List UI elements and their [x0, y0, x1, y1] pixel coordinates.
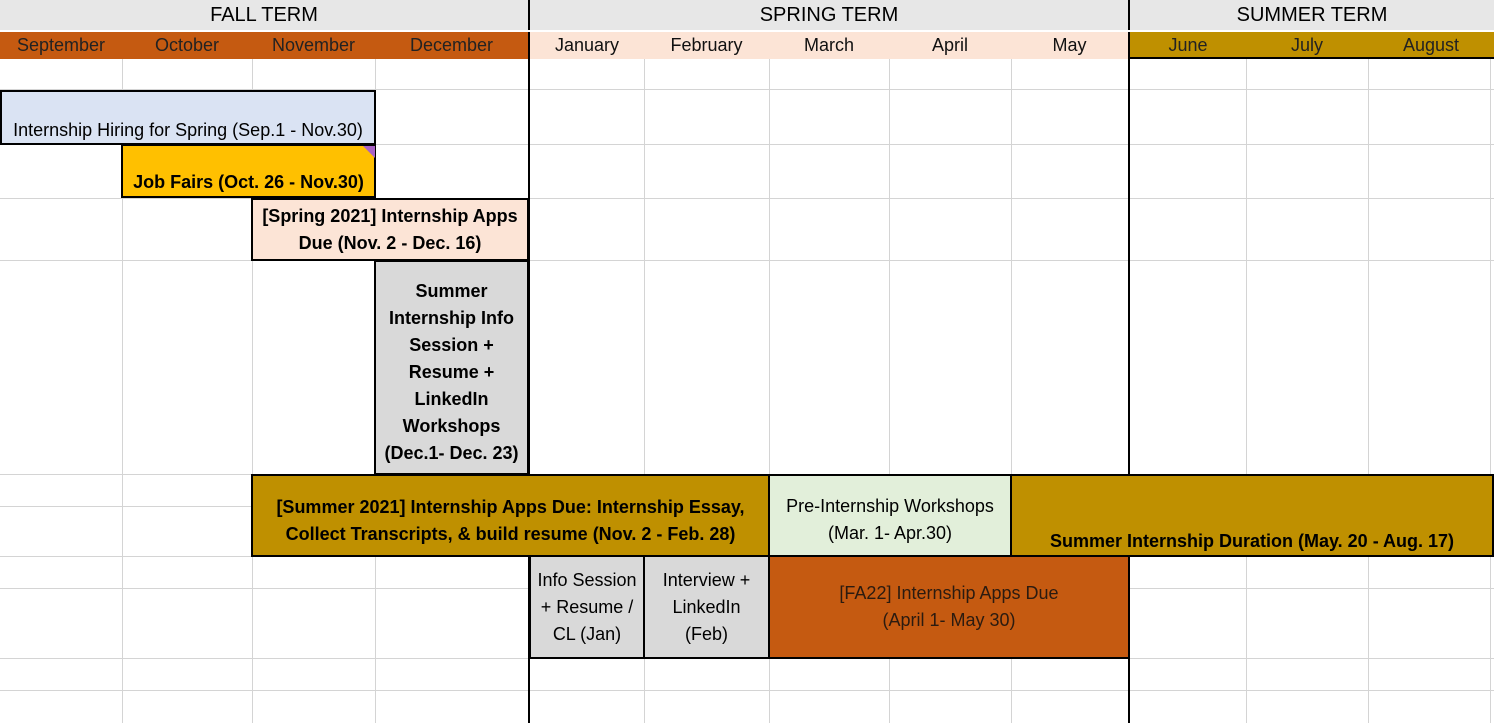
event-label-line: CL (Jan) — [552, 623, 622, 644]
spring-2021-apps-bar[interactable] — [251, 198, 529, 261]
event-label-line: Due (Nov. 2 - Dec. 16) — [298, 232, 482, 253]
event-label-line: Resume + — [408, 362, 495, 382]
summer-internship-duration-bar[interactable] — [1010, 474, 1494, 557]
summer-2021-apps-bar[interactable] — [251, 474, 770, 557]
internship-hiring-spring-bar[interactable] — [0, 90, 376, 145]
month-header-august[interactable]: August — [1368, 32, 1494, 59]
month-header-november[interactable]: November — [252, 32, 375, 59]
month-header-april[interactable]: April — [889, 32, 1011, 59]
interview-linkedin-feb-bar[interactable] — [643, 555, 770, 659]
summer-info-session-bar[interactable] — [374, 260, 529, 475]
event-label-line: LinkedIn — [672, 596, 741, 617]
event-label-line: [Summer 2021] Internship Apps Due: Internship Essay, — [276, 496, 745, 517]
event-label-line: Session + — [409, 335, 494, 355]
grid-line — [1246, 59, 1247, 723]
event-label: Summer Internship Duration (May. 20 - Aug. 17) — [1049, 531, 1455, 551]
grid-line — [1368, 59, 1369, 723]
month-header-december[interactable]: December — [375, 32, 528, 59]
month-header-october[interactable]: October — [122, 32, 252, 59]
event-label-line: Pre-Internship Workshops — [786, 495, 994, 516]
event-label: Job Fairs (Oct. 26 - Nov.30) — [133, 171, 364, 192]
fa22-apps-due-bar[interactable] — [768, 555, 1130, 659]
grid-line — [0, 198, 1494, 199]
pre-internship-workshops-bar[interactable] — [768, 474, 1012, 557]
month-header-may[interactable]: May — [1011, 32, 1128, 59]
event-label-line: Info Session — [537, 569, 637, 590]
fall-term-header[interactable]: FALL TERM — [0, 0, 528, 31]
event-label-line: (Feb) — [684, 623, 728, 644]
job-fairs-bar[interactable] — [121, 144, 376, 198]
month-header-february[interactable]: February — [644, 32, 769, 59]
month-header-january[interactable]: January — [530, 32, 644, 59]
month-header-june[interactable]: June — [1130, 32, 1246, 59]
event-label-line: (Mar. 1- Apr.30) — [827, 522, 953, 543]
month-header-july[interactable]: July — [1246, 32, 1368, 59]
event-label-line: LinkedIn — [414, 389, 489, 409]
event-label-line: [Spring 2021] Internship Apps — [262, 205, 518, 226]
event-label-line: Workshops — [402, 416, 501, 436]
event-label-line: [FA22] Internship Apps Due — [839, 583, 1059, 603]
grid-line — [0, 690, 1494, 691]
month-header-september[interactable]: September — [0, 32, 122, 59]
grid-line — [1490, 59, 1491, 723]
event-label-line: Interview + — [662, 569, 751, 590]
event-label-line: Collect Transcripts, & build resume (Nov. 2 - Feb. 28) — [285, 523, 736, 544]
comment-indicator-icon[interactable] — [363, 146, 375, 158]
event-label-line: (Dec.1- Dec. 23) — [384, 443, 519, 463]
spring-term-header[interactable]: SPRING TERM — [530, 0, 1128, 31]
month-header-march[interactable]: March — [769, 32, 889, 59]
grid-line — [0, 260, 1494, 261]
event-label-line: Summer — [415, 281, 488, 301]
event-label-line: Internship Info — [389, 308, 514, 328]
event-label: Internship Hiring for Spring (Sep.1 - Nov.30) — [13, 119, 363, 140]
event-label-line: + Resume / — [540, 596, 634, 617]
summer-header-border — [1130, 57, 1494, 59]
event-label-line: (April 1- May 30) — [882, 610, 1016, 630]
info-session-jan-bar[interactable] — [529, 555, 645, 659]
summer-term-header[interactable]: SUMMER TERM — [1130, 0, 1494, 31]
header-separator — [0, 30, 1494, 32]
